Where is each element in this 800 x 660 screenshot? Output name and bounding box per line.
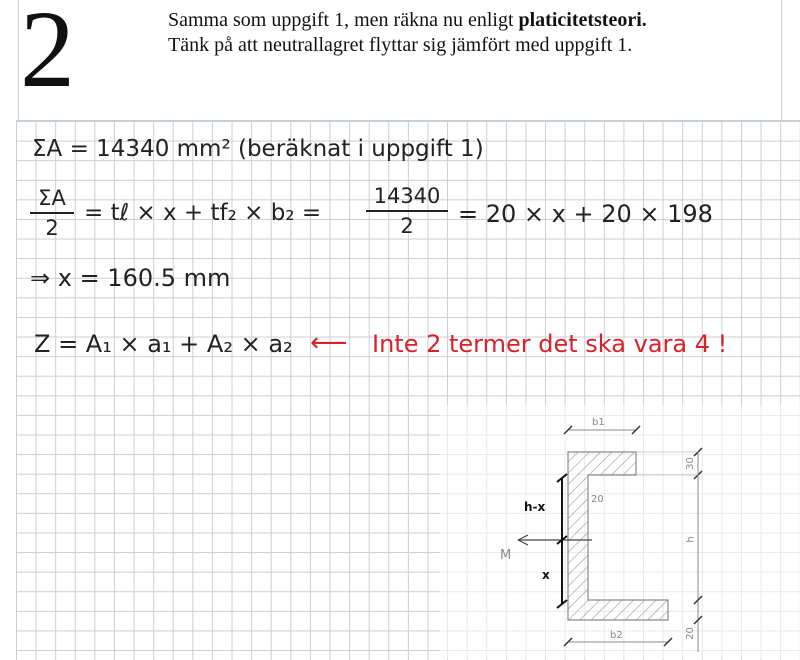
channel-profile-shape [568,452,668,620]
fraction-area-numerator: ΣA [38,186,66,210]
handwritten-line-area-sum: ΣA = 14340 mm² (beräknat i uppgift 1) [32,136,484,162]
label-h-minus-x: h-x [524,500,546,514]
label-x: x [542,568,550,582]
handwritten-section-modulus: Z = A₁ × a₁ + A₂ × a₂ [34,330,293,358]
label-top-flange-thickness: 30 [684,457,696,470]
handwritten-equation-end: = 20 × x + 20 × 198 [458,200,713,228]
handwritten-result-x: ⇒ x = 160.5 mm [30,264,231,292]
task-number: 2 [20,0,75,110]
task-line-2: Tänk på att neutrallagret flyttar sig jämfört med uppgift 1. [168,34,633,56]
task-line-1-text: Samma som uppgift 1, men räkna nu enligt [168,9,519,31]
handwritten-equation-middle: = tℓ × x + tf₂ × b₂ = [84,200,322,226]
fraction-value-numerator: 14340 [373,184,441,208]
label-b2: b2 [610,630,623,641]
correction-arrow-icon: ⟵ [310,328,348,358]
correction-comment: Inte 2 termer det ska vara 4 ! [372,330,728,358]
label-web-thickness: 20 [591,494,604,505]
label-height: h [685,536,697,543]
fraction-area-denominator: 2 [45,216,59,240]
label-b1: b1 [592,417,605,428]
label-bottom-flange-thickness: 20 [684,627,696,640]
task-line-1-bold: platicitetsteori. [518,9,647,31]
label-moment: M [500,548,512,563]
fraction-value-denominator: 2 [400,214,414,238]
